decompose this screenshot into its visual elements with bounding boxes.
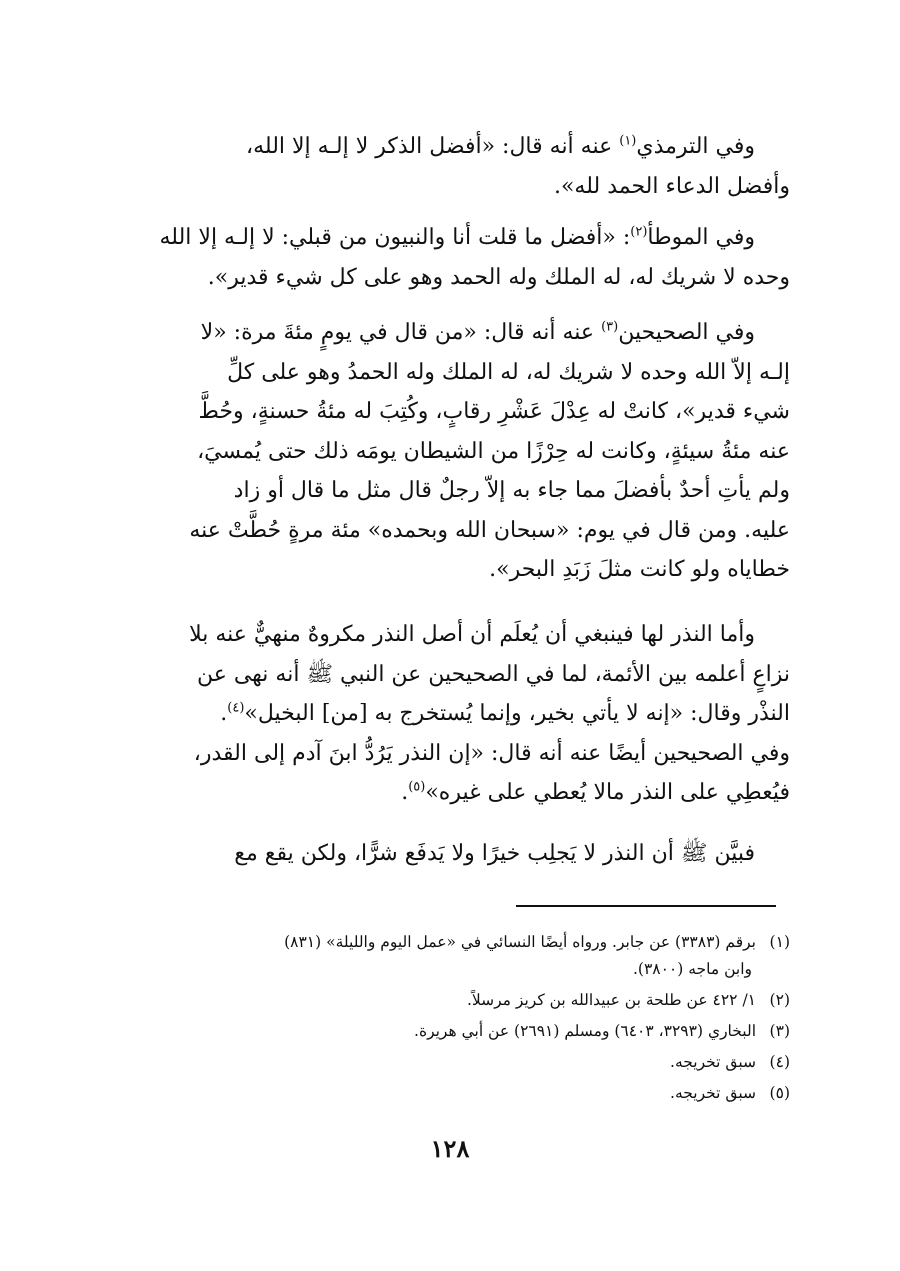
text-line: نزاعٍ أعلمه بين الأئمة، لما في الصحيحين عن النبي ﷺ أنه نهى عن bbox=[196, 661, 790, 687]
footnote-3 bbox=[110, 1018, 790, 1045]
text-line: ولم يأتِ أحدٌ بأفضلَ مما جاء به إلاّ رجلٌ قال مثل ما قال أو زاد bbox=[233, 478, 790, 503]
footnote-1 bbox=[110, 929, 790, 983]
text-line: وأما النذر لها فينبغي أن يُعلَم أن أصل النذر مكروهٌ منهيٌّ عنه بلا bbox=[189, 622, 755, 647]
text-line: شيء قدير»، كانتْ له عِدْلَ عَشْرِ رقابٍ، وكُتِبَ له مئةُ حسنةٍ، وحُطَّ bbox=[198, 399, 790, 424]
text-line: وحده لا شريك له، له الملك وله الحمد وهو على كل شيء قدير». bbox=[207, 264, 790, 290]
footnote-number: (٢) bbox=[769, 991, 790, 1009]
footnote-text: سبق تخريجه. bbox=[670, 1053, 756, 1071]
footnote-line bbox=[110, 987, 790, 1014]
footnote-continuation: وابن ماجه (٣٨٠٠). bbox=[632, 960, 752, 978]
footnote-ref[interactable]: (٥) bbox=[408, 779, 426, 795]
footnote-2 bbox=[110, 987, 790, 1014]
footnote-ref[interactable]: (١) bbox=[619, 133, 637, 149]
text-line: النذْر وقال: «إنه لا يأتي بخير، وإنما يُستخرج به [من] البخيل»$^{(٤)}$. bbox=[220, 700, 790, 726]
footnote-text: ١/ ٤٢٢ عن طلحة بن عبيدالله بن كريز مرسلاً. bbox=[466, 991, 756, 1009]
footnote-separator bbox=[516, 905, 776, 907]
footnote-line bbox=[110, 1080, 790, 1107]
footnote-text: سبق تخريجه. bbox=[670, 1084, 756, 1102]
footnote-ref[interactable]: (٣) bbox=[601, 319, 619, 335]
paragraph-4 bbox=[110, 615, 790, 813]
paragraph-1 bbox=[110, 127, 790, 206]
footnote-text: البخاري (٣٢٩٣، ٦٤٠٣) ومسلم (٢٦٩١) عن أبي هريرة. bbox=[414, 1022, 756, 1040]
footnote-ref[interactable]: (٤) bbox=[227, 700, 245, 716]
paragraph-3 bbox=[110, 313, 790, 590]
text-line: وفي الصحيحين أيضًا عنه أنه قال: «إن النذر يَرُدُّ ابنَ آدم إلى القدر، bbox=[193, 740, 790, 766]
text-line: فيُعطِي على النذر مالا يُعطي على غيره»$^{(٥)}$. bbox=[401, 779, 790, 805]
page-number: ١٢٨ bbox=[430, 1134, 470, 1163]
text-line: فبيَّن ﷺ أن النذر لا يَجلِب خيرًا ولا يَدفَع شرًّا، ولكن يقع مع bbox=[234, 841, 755, 866]
text-line: وفي الموطأ$^{(٢)}$: «أفضل ما قلت أنا والنبيون من قبلي: لا إلـه إلا الله bbox=[159, 224, 755, 250]
footnote-number: (٥) bbox=[769, 1084, 790, 1102]
footnote-4 bbox=[110, 1049, 790, 1076]
footnote-line bbox=[110, 929, 790, 956]
text-line: وأفضل الدعاء الحمد لله». bbox=[553, 173, 790, 199]
text-line: عليه. ومن قال في يوم: «سبحان الله وبحمده» مئة مرةٍ حُطَّتْ عنه bbox=[189, 517, 790, 543]
footnote-5 bbox=[110, 1080, 790, 1107]
text-line: خطاياه ولو كانت مثلَ زَبَدِ البحر». bbox=[489, 557, 790, 582]
text-line: إلـه إلاّ الله وحده لا شريك له، له الملك وله الحمدُ وهو على كلِّ bbox=[227, 359, 790, 385]
footnote-line bbox=[110, 1049, 790, 1076]
footnote-ref[interactable]: (٢) bbox=[630, 224, 648, 240]
footnote-number: (١) bbox=[769, 933, 790, 951]
footnote-number: (٤) bbox=[769, 1053, 790, 1071]
footnote-text: برقم (٣٣٨٣) عن جابر. ورواه أيضًا النسائي في «عمل اليوم والليلة» (٨٣١) bbox=[284, 933, 756, 951]
footnote-number: (٣) bbox=[769, 1022, 790, 1040]
paragraph-5 bbox=[110, 834, 790, 874]
text-line: وفي الصحيحين$^{(٣)}$ عنه أنه قال: «من قال في يومٍ مئةَ مرة: «لا bbox=[200, 319, 755, 345]
footnotes bbox=[110, 929, 790, 1107]
footnote-line bbox=[110, 1018, 790, 1045]
text-line: عنه مئةُ سيئةٍ، وكانت له حِرْزًا من الشيطان يومَه ذلك حتى يُمسيَ، bbox=[197, 438, 790, 464]
text-line: وفي الترمذي$^{(١)}$ عنه أنه قال: «أفضل الذكر لا إلـه إلا الله، bbox=[246, 133, 755, 159]
paragraph-2 bbox=[110, 218, 790, 297]
